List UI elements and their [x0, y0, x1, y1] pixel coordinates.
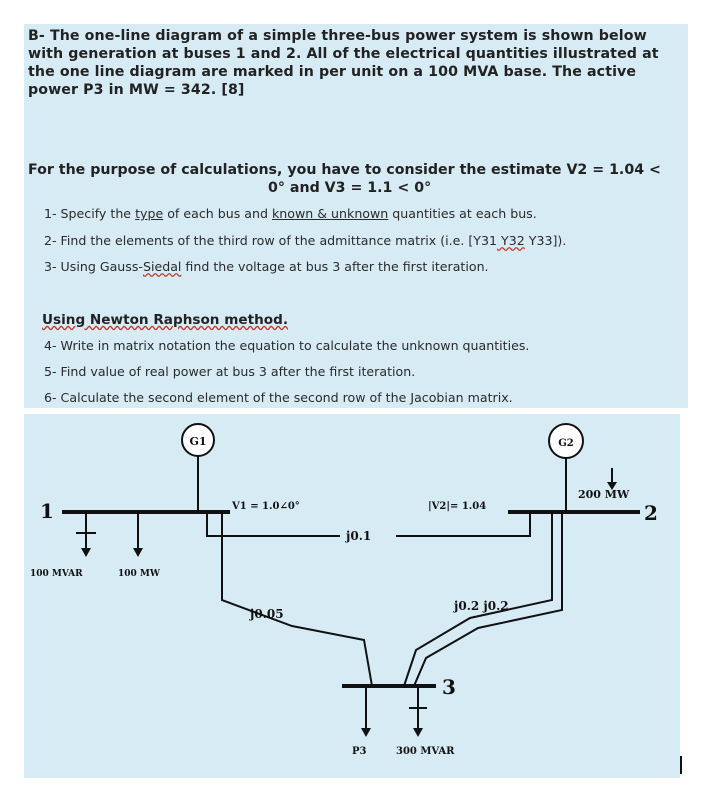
- q1-text-post: quantities at each bus.: [388, 206, 537, 221]
- line-1-2-left: [207, 512, 340, 536]
- bus-3-label: 3: [442, 675, 456, 699]
- intro-line-4: power P3 in MW = 342. [8]: [28, 82, 245, 98]
- q3-underlined-siedal: Siedal: [142, 259, 182, 274]
- q3-text-pre: 3- Using Gauss-: [44, 259, 143, 274]
- q1-underlined-known: known & unknown: [271, 206, 389, 221]
- question-6: 6- Calculate the second element of the second row of the Jacobian matrix.: [44, 390, 513, 405]
- g1-label: G1: [189, 435, 207, 448]
- bus-2-label: 2: [644, 501, 658, 525]
- q2-text-pre: 2- Find the elements of the third row of the admittance matrix (i.e. [Y31: [44, 233, 498, 248]
- load3-q-arrow-icon: [413, 728, 423, 737]
- load1-q-arrow-icon: [81, 548, 91, 557]
- load3-p-arrow-icon: [361, 728, 371, 737]
- question-5: 5- Find value of real power at bus 3 after the first iteration.: [44, 364, 416, 379]
- q1-underlined-type: type: [135, 206, 164, 221]
- q3-text-post: find the voltage at bus 3 after the first iteration.: [181, 259, 489, 274]
- intro-line-2: with generation at buses 1 and 2. All of the electrical quantities illustrated at: [28, 46, 659, 62]
- intro-line-1: B- The one-line diagram of a simple three-bus power system is shown below: [28, 28, 647, 44]
- load1-p-arrow-icon: [133, 548, 143, 557]
- intro-line-3: the one line diagram are marked in per unit on a 100 MVA base. The active: [28, 64, 637, 80]
- q1-text-mid: of each bus and: [163, 206, 272, 221]
- estimate-line-2: 0° and V3 = 1.1 < 0°: [268, 180, 432, 196]
- load1-p-label: 100 MW: [118, 569, 160, 579]
- nr-heading-text: Using Newton Raphson method.: [42, 312, 289, 328]
- gen2-p-label: 200 MW: [578, 488, 630, 501]
- load1-q-label: 100 MVAR: [30, 569, 83, 579]
- line-1-3: [222, 536, 372, 686]
- q2-text-post: Y33]).: [524, 233, 567, 248]
- z13-label: j0.05: [250, 607, 284, 621]
- q1-text-pre: 1- Specify the: [44, 206, 136, 221]
- line-1-2-right: [396, 512, 530, 536]
- p3-label: P3: [352, 746, 367, 757]
- g2-label: G2: [558, 438, 574, 449]
- question-4: 4- Write in matrix notation the equation to calculate the unknown quantities.: [44, 338, 530, 353]
- q2-underlined-y32: Y32: [497, 233, 525, 248]
- bus-1-label: 1: [40, 499, 54, 523]
- v2-label: |V2|= 1.04: [428, 501, 487, 512]
- z23-label: j0.2 j0.2: [454, 599, 509, 613]
- z12-label: j0.1: [346, 529, 372, 543]
- v1-label: V1 = 1.0∠0°: [232, 501, 300, 512]
- q3-label: 300 MVAR: [396, 746, 455, 757]
- estimate-line-1: For the purpose of calculations, you have to consider the estimate V2 = 1.04 <: [28, 162, 661, 178]
